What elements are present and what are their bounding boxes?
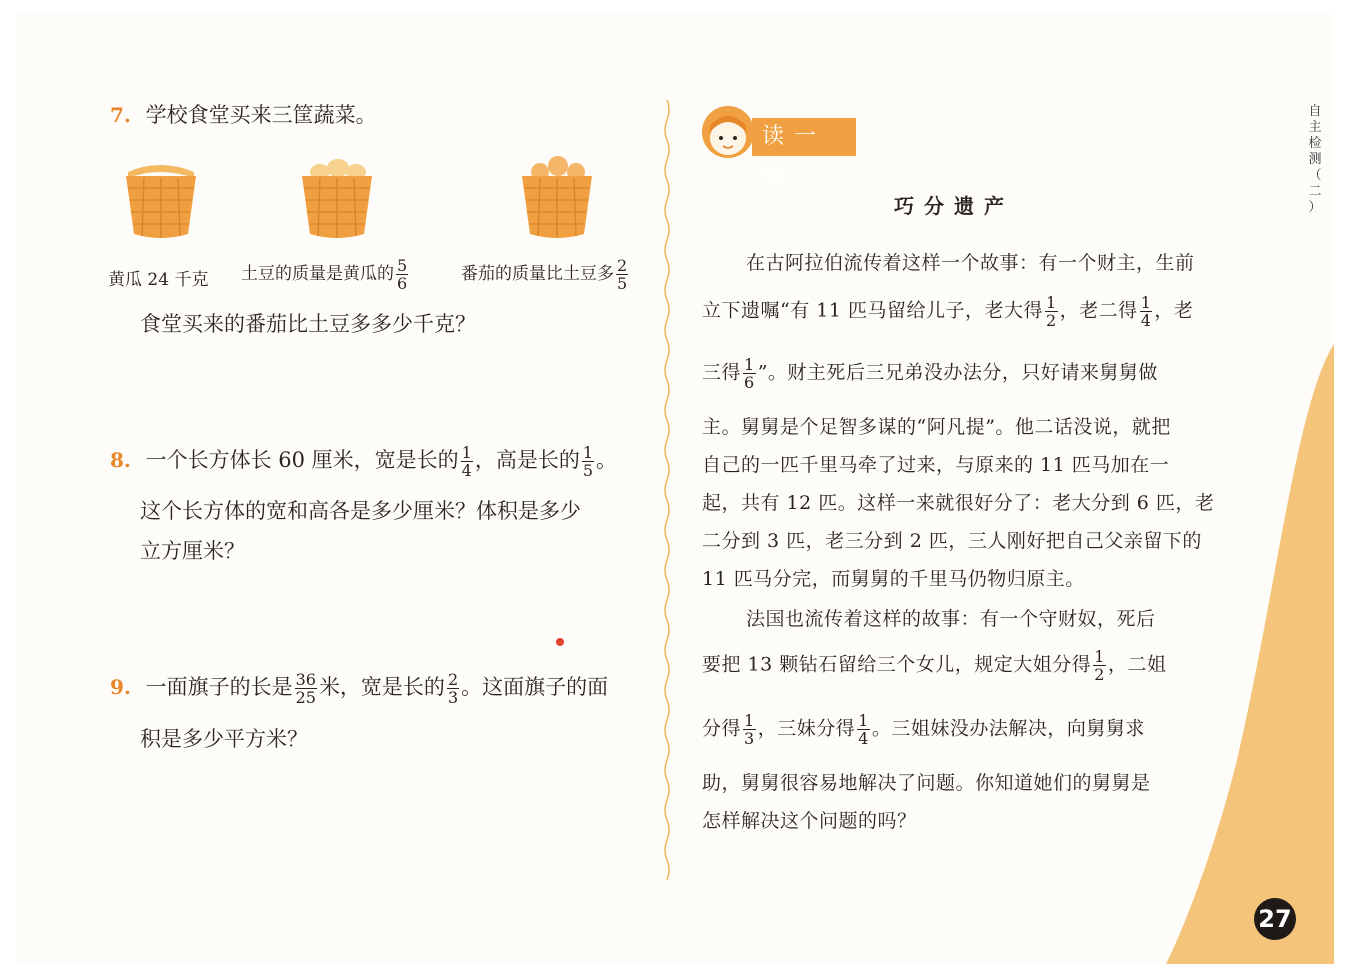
story-line: 法国也流传着这样的故事：有一个守财奴，死后 [746,608,1156,630]
denominator: 25 [295,688,316,707]
denominator: 6 [397,274,408,293]
story-line: 11 匹马分完，而舅舅的千里马仍物归原主。 [702,568,1085,590]
red-dot [556,638,564,646]
story-text: ，三妹分得 [757,717,856,740]
numerator: 1 [744,355,755,374]
fraction [447,671,459,706]
story-line: 自己的一匹千里马牵了过来，与原来的 11 匹马加在一 [702,454,1170,476]
fraction [1045,294,1058,329]
page [16,14,1334,964]
question-text: 。 [596,448,618,472]
side-tab-char: 主 [1308,120,1322,135]
numerator: 2 [447,670,459,689]
story-text: ”。财主死后三兄弟没办法分，只好请来舅舅做 [757,361,1158,384]
story-text: 分得 [702,717,742,740]
fraction [743,356,756,391]
numerator: 1 [1045,293,1057,312]
question-9 [110,671,608,706]
tomato-label [461,257,630,292]
story-line: 在古阿拉伯流传着这样一个故事：有一个财主，生前 [746,252,1195,274]
tomato-basket-icon [516,152,598,240]
denominator: 2 [1045,311,1057,330]
fraction [616,257,628,292]
story-text: ，老 [1154,299,1194,322]
story-title: 巧分遗产 [894,194,1014,218]
girl-avatar-icon [700,104,756,162]
fraction [743,712,756,747]
numerator: 1 [858,711,869,730]
question-8-line3: 立方厘米？ [140,539,245,563]
cucumber-label: 黄瓜 24 千克 [108,270,209,290]
potato-label-text: 土豆的质量是黄瓜的 [241,264,394,284]
numerator: 1 [582,443,594,462]
story-line: 助，舅舅很容易地解决了问题。你知道她们的舅舅是 [702,772,1151,794]
numerator: 1 [461,443,472,462]
story-line [702,712,1145,747]
reading-banner-label: 读一读 [762,124,827,187]
section-side-tab [1300,104,1330,216]
story-line [702,648,1166,683]
denominator: 5 [617,274,628,293]
potato-basket-icon [296,152,378,240]
question-text: 米，宽是长的 [318,675,445,699]
question-9-line2: 积是多少平方米？ [140,727,308,751]
cucumber-basket-icon [120,154,202,240]
side-tab-char: 测 [1308,152,1322,167]
fraction [857,712,870,747]
reading-banner [752,118,856,187]
story-text: 要把 13 颗钻石留给三个女儿，规定大姐分得 [702,653,1092,676]
story-text: ，老二得 [1059,299,1138,322]
story-line: 二分到 3 匹，老三分到 2 匹，三人刚好把自己父亲留下的 [702,530,1202,552]
fraction [1093,648,1106,683]
question-number: 8. [110,448,131,472]
story-text: 三得 [702,361,742,384]
denominator: 3 [744,729,755,748]
corner-decoration [1166,344,1334,964]
fraction [1140,294,1153,329]
numerator: 5 [397,256,408,275]
story-line: 主。舅舅是个足智多谋的“阿凡提”。他二话没说，就把 [702,416,1171,438]
page-divider [663,100,671,880]
question-text: 一个长方体长 60 厘米，宽是长的 [145,448,459,472]
question-text: 学校食堂买来三筐蔬菜。 [145,103,377,127]
story-text: 。三姐妹没办法解决，向舅舅求 [871,717,1145,740]
potato-label [241,257,410,292]
question-text: 一面旗子的长是 [145,675,293,699]
question-text: ，高是长的 [474,448,580,472]
question-7-ask: 食堂买来的番茄比土豆多多少千克？ [140,312,476,336]
fraction [582,444,594,479]
story-line [702,356,1158,391]
denominator: 2 [1094,665,1105,684]
side-tab-char: （ [1308,168,1322,183]
fraction [396,257,408,292]
story-line: 怎样解决这个问题的吗？ [702,810,917,832]
numerator: 1 [1140,293,1152,312]
question-7 [110,100,377,130]
numerator: 36 [295,670,316,689]
denominator: 3 [447,688,459,707]
denominator: 4 [461,461,472,480]
story-text: 立下遗嘱“有 11 匹马留给儿子，老大得 [702,299,1043,322]
side-tab-char: 检 [1308,136,1322,151]
side-tab-char: 自 [1308,104,1322,119]
page-number: 27 [1254,898,1296,940]
denominator: 6 [744,373,755,392]
question-text: 。这面旗子的面 [461,675,609,699]
question-8-line2: 这个长方体的宽和高各是多少厘米？体积是多少 [140,499,581,523]
numerator: 1 [744,711,755,730]
numerator: 2 [617,256,628,275]
side-tab-char: 二 [1308,184,1322,199]
denominator: 4 [858,729,869,748]
question-8 [110,444,617,479]
numerator: 1 [1094,647,1105,666]
side-tab-char: ） [1308,200,1322,215]
tomato-label-text: 番茄的质量比土豆多 [461,264,614,284]
story-line: 起，共有 12 匹。这样一来就很好分了：老大分到 6 匹，老 [702,492,1215,514]
story-line [702,294,1193,329]
story-text: ，二姐 [1107,653,1167,676]
question-number: 7. [110,103,131,127]
denominator: 5 [582,461,594,480]
question-number: 9. [110,675,131,699]
fraction [295,671,317,706]
fraction [461,444,473,479]
denominator: 4 [1140,311,1152,330]
